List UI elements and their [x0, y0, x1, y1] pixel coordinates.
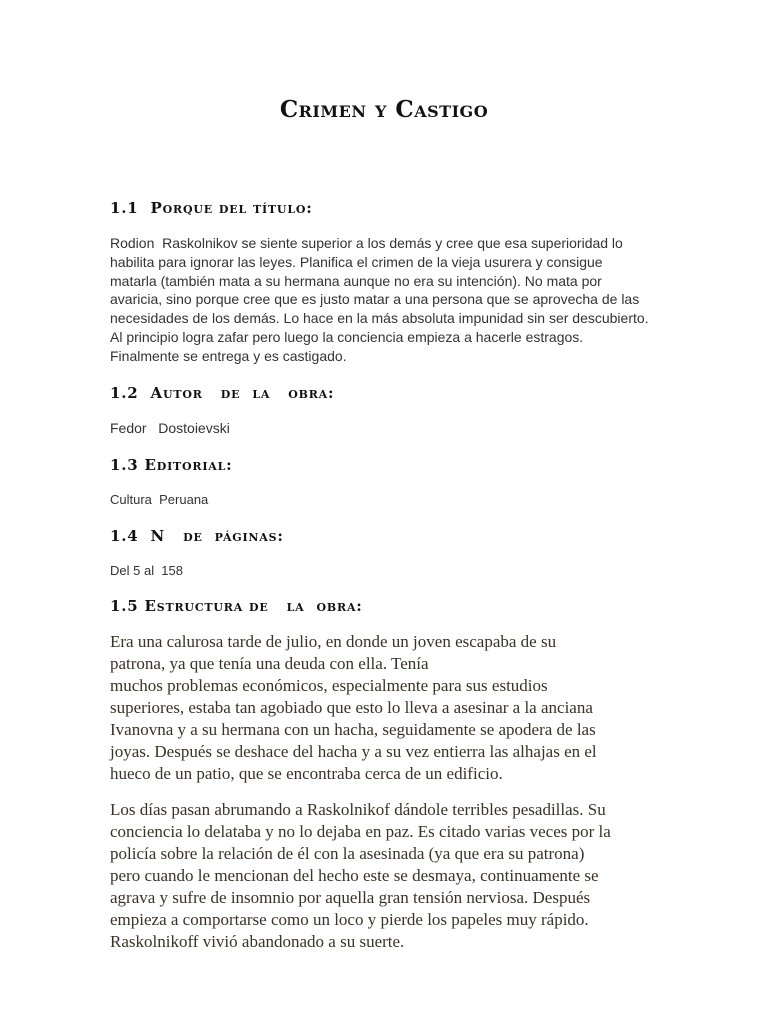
- section-heading-paginas: 1.4 N de páginas:: [110, 527, 284, 545]
- paragraph-line: agrava y sufre de insomnio por aquella gran tensión nerviosa. Después: [110, 888, 591, 907]
- body-line: Rodion Raskolnikov se siente superior a los demás y cree que esa superioridad lo: [110, 235, 623, 251]
- paragraph-line: Era una calurosa tarde de julio, en donde un joven escapaba de su: [110, 632, 557, 651]
- section-heading-autor: 1.2 Autor de la obra:: [110, 384, 335, 402]
- section-body-titulo: [110, 234, 670, 366]
- paragraph-line: muchos problemas económicos, especialmente para sus estudios: [110, 676, 548, 695]
- paragraph-line: conciencia lo delataba y no lo dejaba en paz. Es citado varias veces por la: [110, 822, 611, 841]
- paragraph-line: patrona, ya que tenía una deuda con ella. Tenía: [110, 654, 429, 673]
- body-line: avaricia, sino porque cree que es justo matar a una persona que se aprovecha de las: [110, 291, 640, 308]
- paragraph-line: empieza a comportarse como un loco y pierde los papeles muy rápido.: [110, 910, 589, 929]
- body-line: Al principio logra zafar pero luego la conciencia empieza a hacerle estragos.: [110, 328, 584, 345]
- paragraph-line: joyas. Después se deshace del hacha y a su vez entierra las alhajas en el: [110, 742, 597, 761]
- section-heading-titulo: 1.1 Porque del título:: [110, 199, 313, 217]
- paragraph-line: pero cuando le mencionan del hecho este se desmaya, continuamente se: [110, 866, 599, 885]
- paragraph-line: superiores, estaba tan agobiado que esto lo lleva a asesinar a la anciana: [110, 698, 593, 717]
- section-paragraph-1: [110, 631, 670, 785]
- body-line: necesidades de los demás. Lo hace en la más absoluta impunidad sin ser descubierto.: [110, 310, 649, 327]
- section-heading-estructura: 1.5 Estructura de la obra:: [110, 597, 363, 615]
- body-line: matarla (también mata a su hermana aunque no era su intención). No mata por: [110, 272, 602, 289]
- paragraph-line: Ivanovna y a su hermana con un hacha, seguidamente se apodera de las: [110, 720, 596, 739]
- section-body-editorial: Cultura Peruana: [110, 492, 209, 507]
- section-body-paginas: Del 5 al 158: [110, 563, 183, 578]
- document-title: Crimen y Castigo: [279, 96, 489, 123]
- section-body-autor: Fedor Dostoievski: [110, 420, 230, 436]
- body-line: Finalmente se entrega y es castigado.: [110, 347, 347, 364]
- paragraph-line: Raskolnikoff vivió abandonado a su suerte.: [110, 932, 405, 951]
- paragraph-line: policía sobre la relación de él con la asesinada (ya que era su patrona): [110, 844, 585, 863]
- section-paragraph-2: [110, 799, 670, 953]
- section-heading-editorial: 1.3 Editorial:: [110, 456, 233, 474]
- body-line: habilita para ignorar las leyes. Planifica el crimen de la vieja usurera y consigue: [110, 253, 603, 270]
- paragraph-line: Los días pasan abrumando a Raskolnikof dándole terribles pesadillas. Su: [110, 800, 606, 819]
- paragraph-line: hueco de un patio, que se encontraba cerca de un edificio.: [110, 764, 503, 783]
